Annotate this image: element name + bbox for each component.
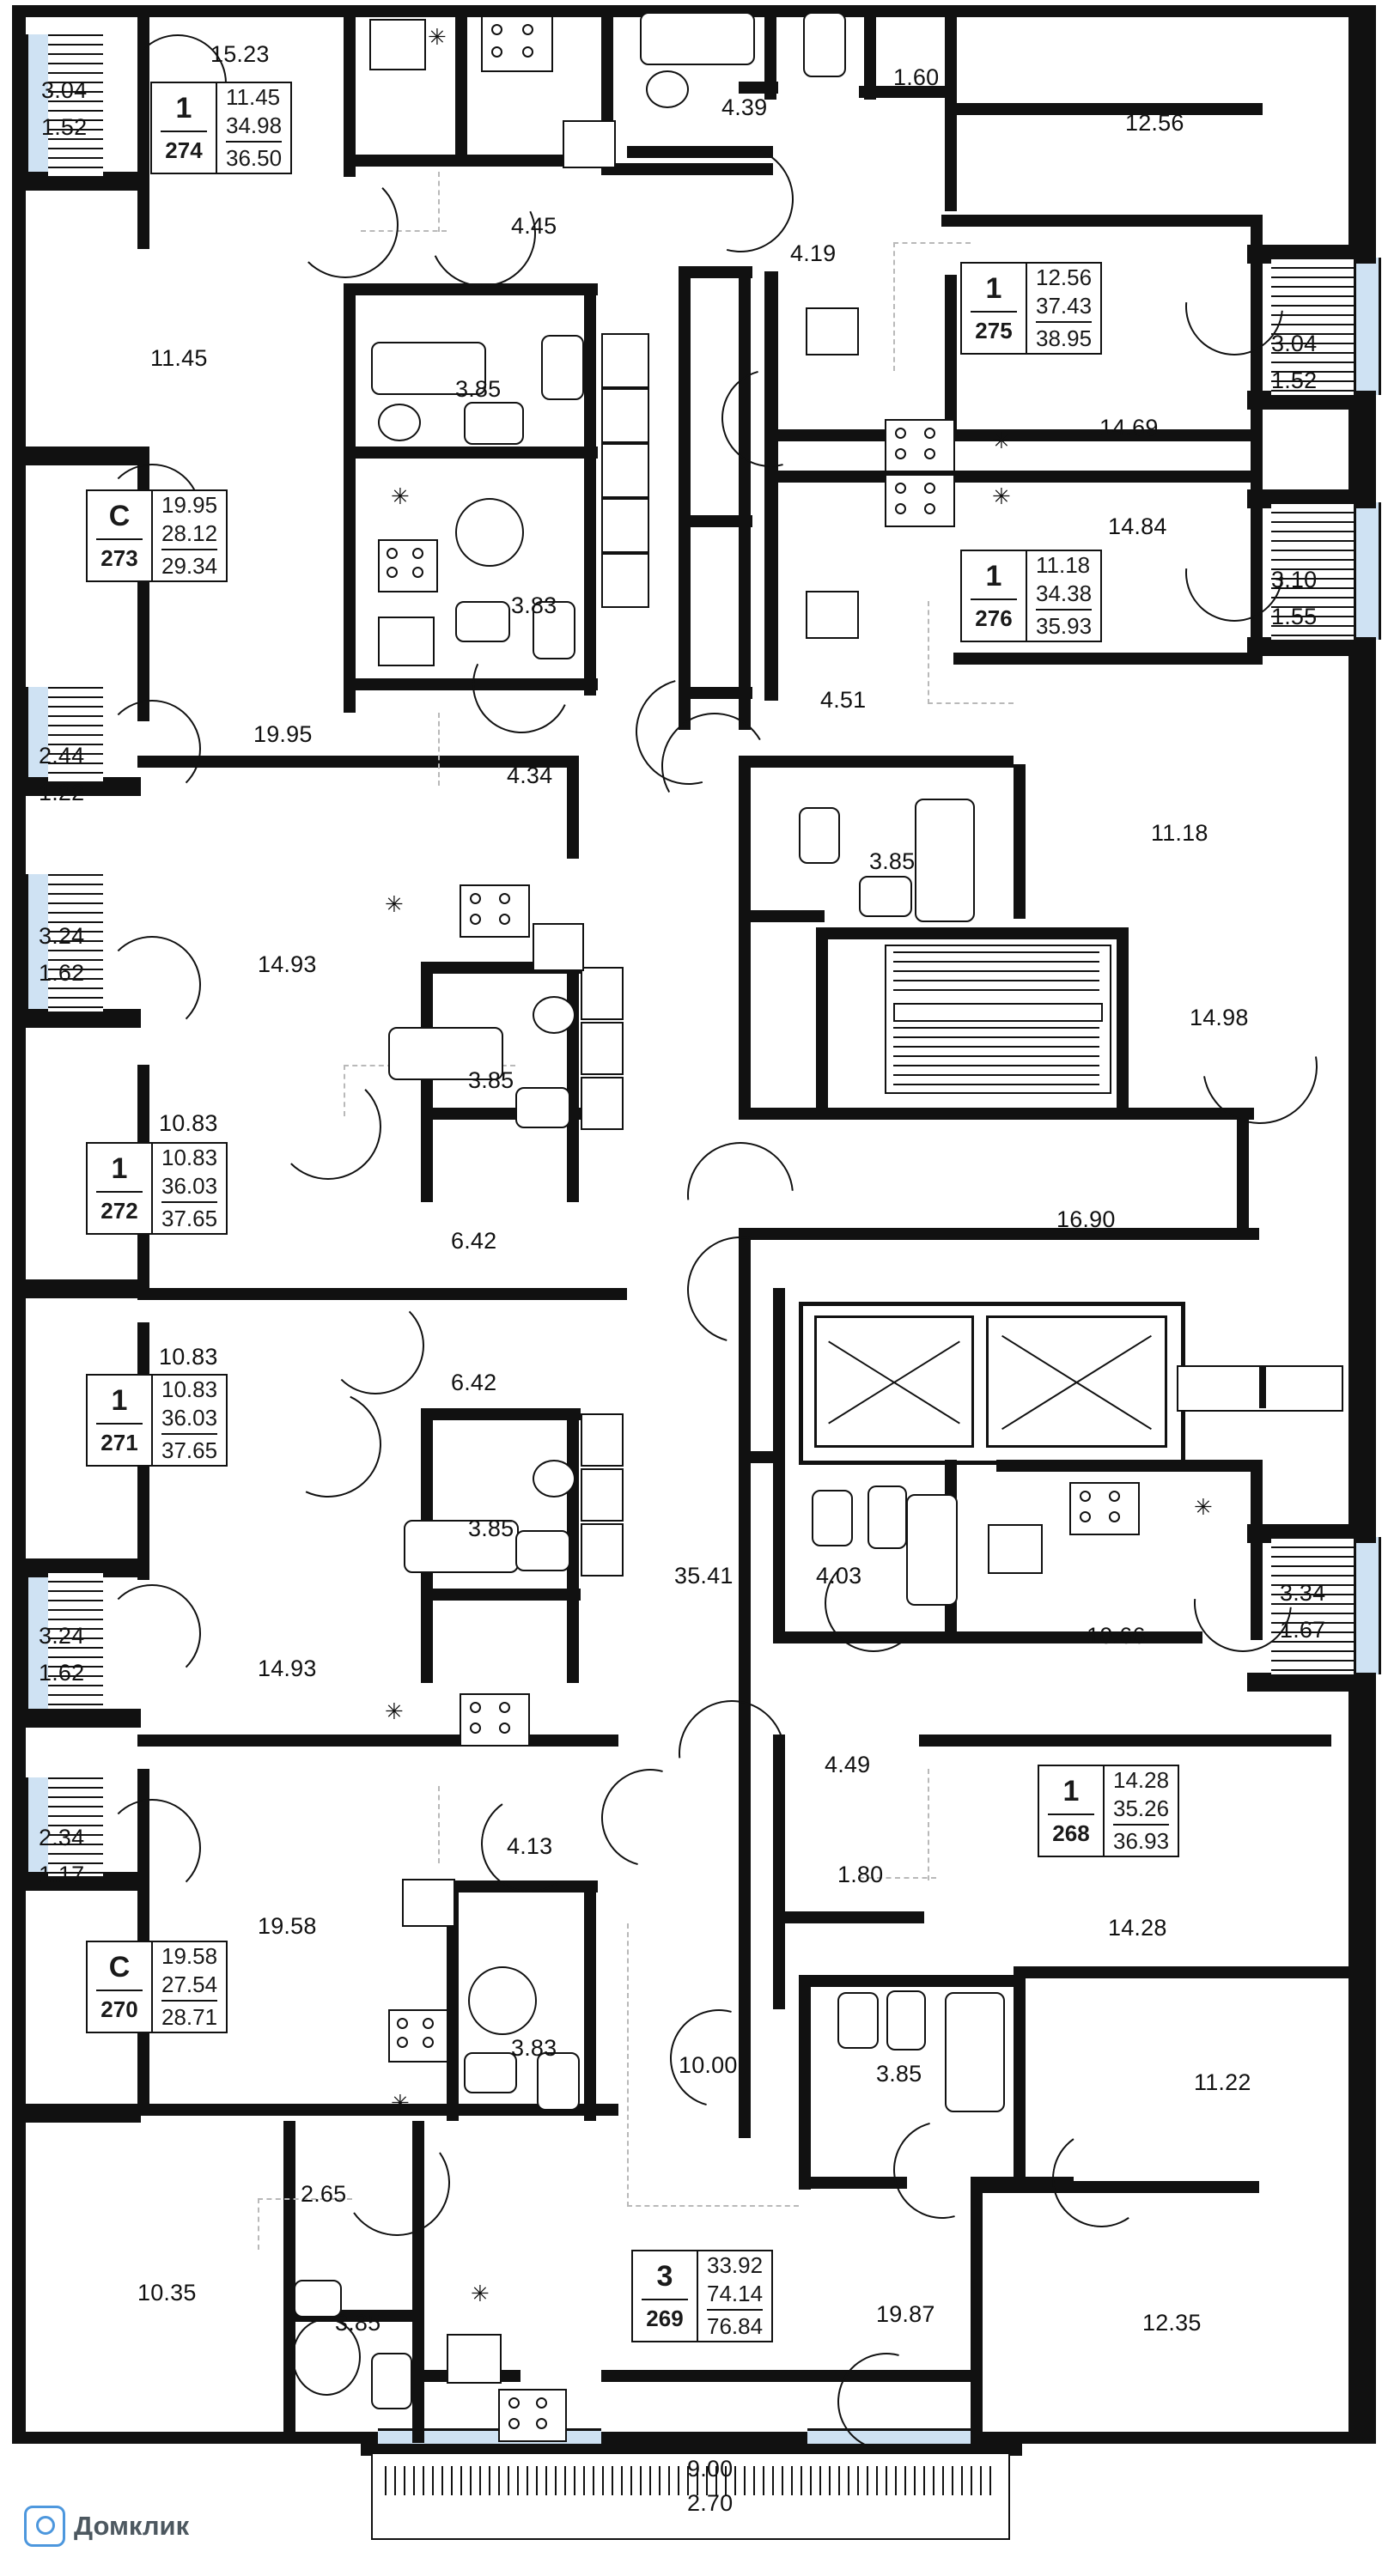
toilet-2 (541, 335, 584, 400)
window-right-3 (1354, 1537, 1381, 1674)
room-area-label: 3.24 (39, 1623, 85, 1649)
room-area-label: 3.85 (468, 1067, 514, 1093)
window-right-1 (1354, 258, 1381, 395)
room-area-label: 4.13 (507, 1833, 553, 1859)
wall-h25 (739, 910, 825, 922)
door-swing-11 (103, 700, 201, 798)
room-area-label: 1.52 (41, 114, 88, 140)
unit-card-275[interactable] (960, 262, 1102, 355)
room-area-label: 3.34 (1280, 1580, 1326, 1606)
room-area-label: 35.41 (674, 1563, 734, 1589)
stove-3 (460, 884, 530, 938)
unit-area-wo: 34.98 (226, 112, 283, 139)
room-area-label: 10.00 (679, 2052, 738, 2078)
wall-v25 (679, 266, 691, 730)
wall-h28 (744, 1228, 1259, 1240)
hall-dash-7 (438, 713, 440, 786)
shower-1 (455, 498, 524, 567)
stove-4 (460, 1693, 530, 1747)
washbasin-4 (533, 1460, 575, 1498)
door-swing-13 (275, 1073, 381, 1180)
unit-card-274[interactable] (150, 82, 292, 174)
elevator-1 (814, 1315, 974, 1448)
wall-v28 (816, 927, 828, 1108)
unit-card-268[interactable] (1038, 1765, 1179, 1857)
wall-h26 (739, 1108, 1254, 1120)
room-area-label: 1.62 (39, 1660, 85, 1686)
bathtub-5 (915, 799, 975, 922)
wall-h9 (137, 756, 567, 768)
unit-area-total: 36.50 (226, 141, 282, 173)
unit-number: 271 (96, 1423, 143, 1454)
room-area-label: 10.66 (1087, 1623, 1146, 1649)
washbasin-2 (378, 404, 421, 441)
wall-v8 (137, 180, 149, 249)
room-area-label: 12.35 (1142, 2310, 1202, 2336)
stove-8 (885, 474, 955, 527)
unit-card-273[interactable] (86, 489, 228, 582)
bathtub-7 (945, 1992, 1005, 2112)
shaft-3 (601, 443, 649, 498)
wall-h15 (426, 1408, 581, 1420)
sink-12 (447, 2334, 502, 2384)
unit-number: 276 (971, 598, 1017, 629)
room-area-label: 3.85 (455, 376, 502, 402)
wall-h31 (764, 471, 1263, 483)
door-swing-12 (103, 936, 201, 1034)
hall-dash-16 (258, 2198, 259, 2250)
wall-v43 (799, 1975, 811, 2190)
room-area-label: 3.10 (1271, 567, 1318, 592)
room-area-label: 3.85 (468, 1516, 514, 1541)
unit-rooms: C (108, 500, 131, 533)
stove-7 (885, 419, 955, 472)
room-area-label: 1.62 (39, 960, 85, 986)
door-swing-16 (103, 1584, 201, 1682)
wall-v29 (1117, 927, 1129, 1108)
unit-living: 11.18 (1036, 552, 1091, 578)
shaft-10 (581, 1468, 624, 1522)
fridge-icon-2: ✳ (391, 483, 410, 509)
unit-card-271[interactable] (86, 1374, 228, 1467)
hall-dash-6 (928, 702, 1014, 704)
room-area-label: 10.35 (137, 2280, 197, 2306)
room-area-label: 2.65 (301, 2181, 347, 2207)
wall-v30 (739, 1228, 751, 2138)
room-area-label: 3.85 (876, 2061, 922, 2087)
shaft-4 (601, 498, 649, 553)
wall-h22 (684, 515, 752, 527)
unit-card-269[interactable] (631, 2250, 773, 2342)
door-swing-27 (1044, 2122, 1158, 2235)
hall-dash-4 (893, 242, 971, 244)
unit-living: 10.83 (161, 1376, 218, 1402)
shaft-7 (581, 1022, 624, 1075)
shaft-5 (601, 553, 649, 608)
sink-10 (464, 2052, 517, 2093)
room-area-label: 1.22 (39, 780, 85, 805)
door-swing-26 (875, 2103, 1009, 2237)
unit-area-wo: 74.14 (707, 2281, 764, 2307)
shaft-9 (581, 1413, 624, 1467)
unit-area-total: 29.34 (161, 549, 217, 580)
wall-v14 (421, 962, 433, 1202)
room-area-label: 10.83 (159, 1110, 218, 1136)
wall-v11 (584, 283, 596, 696)
hall-dash-10 (438, 1786, 440, 1863)
room-area-label: 4.19 (790, 240, 837, 266)
unit-rooms: 1 (111, 1152, 128, 1186)
sink-17 (988, 1524, 1043, 1574)
hall-dash-14 (627, 2205, 799, 2207)
wall-v36 (1014, 764, 1026, 919)
stove-5 (388, 2009, 448, 2063)
sink-8 (515, 1530, 570, 1571)
room-area-label: 19.95 (253, 721, 313, 747)
unit-area-total: 76.84 (707, 2309, 763, 2341)
sink-1 (369, 19, 426, 70)
unit-number: 270 (96, 1990, 143, 2020)
unit-rooms: C (108, 1951, 131, 1984)
wall-h30 (764, 429, 1263, 441)
room-area-label: 3.85 (335, 2310, 381, 2336)
stove-2 (378, 539, 438, 592)
wall-l5 (12, 1279, 141, 1298)
wall-h24 (739, 756, 1014, 768)
room-area-label: 10.83 (159, 1344, 218, 1370)
unit-area-total: 38.95 (1036, 321, 1092, 353)
stove-1 (481, 15, 553, 72)
wall-l7 (12, 1709, 141, 1728)
outer-wall-bottom (12, 2432, 1376, 2444)
wall-v9 (344, 283, 356, 713)
sink-5 (378, 617, 435, 666)
unit-area-wo: 37.43 (1036, 293, 1093, 319)
unit-living: 14.28 (1113, 1767, 1170, 1793)
wall-h7 (349, 447, 598, 459)
room-area-label: 14.28 (1108, 1915, 1167, 1941)
shaft-1 (601, 333, 649, 388)
stove-6 (498, 2389, 567, 2442)
wall-v7 (455, 5, 467, 160)
room-area-label: 11.18 (1151, 820, 1208, 846)
room-area-label: 14.93 (258, 1656, 317, 1681)
fridge-icon-1: ✳ (428, 24, 447, 50)
wall-v37 (1237, 1116, 1249, 1228)
wall-h13 (137, 1735, 618, 1747)
logo-icon (24, 2506, 65, 2547)
wall-h32 (953, 653, 1263, 665)
unit-living: 33.92 (707, 2252, 764, 2278)
unit-living: 10.83 (161, 1145, 218, 1170)
wall-h40 (804, 1975, 1019, 1987)
room-area-label: 1.52 (1271, 368, 1318, 393)
room-area-label: 1.80 (837, 1862, 884, 1887)
shaft-6 (581, 967, 624, 1020)
wall-v31 (773, 1288, 785, 1631)
sink-7 (515, 1087, 570, 1128)
unit-area-total: 37.65 (161, 1433, 217, 1465)
room-area-label: 11.45 (150, 345, 208, 371)
unit-card-276[interactable] (960, 550, 1102, 642)
fridge-icon-3: ✳ (385, 891, 404, 917)
hall-dash-11 (928, 1769, 929, 1880)
wall-h41 (804, 2177, 907, 2189)
wall-h36 (996, 1460, 1254, 1472)
unit-number: 269 (642, 2299, 688, 2330)
room-area-label: 1.67 (1280, 1617, 1326, 1643)
wall-h27 (816, 927, 1125, 939)
room-area-label: 1.55 (1271, 604, 1318, 629)
wall-v33 (945, 275, 957, 429)
wall-v44 (1014, 1975, 1026, 2190)
window-right-2 (1354, 502, 1381, 640)
fridge-icon-5: ✳ (391, 2090, 410, 2116)
room-area-label: 3.83 (511, 592, 557, 618)
unit-area-wo: 28.12 (161, 520, 218, 547)
toilet-1 (803, 12, 846, 77)
unit-area-total: 28.71 (161, 2000, 217, 2032)
sink-18 (886, 1990, 926, 2050)
fridge-icon-4: ✳ (385, 1698, 404, 1724)
unit-rooms: 1 (111, 1384, 128, 1418)
door-swing-14 (326, 1297, 424, 1394)
room-area-label: 14.84 (1108, 513, 1167, 539)
sink-2 (563, 120, 616, 168)
room-area-label: 4.45 (511, 213, 557, 239)
unit-card-270[interactable] (86, 1941, 228, 2033)
wall-h38 (778, 1911, 924, 1923)
sink-15 (859, 876, 912, 917)
sink-13 (806, 307, 859, 355)
wall-r4 (1247, 637, 1376, 656)
hall-dash-3 (893, 242, 895, 371)
unit-area-wo: 27.54 (161, 1971, 218, 1998)
room-area-label: 3.24 (39, 923, 85, 949)
unit-area-wo: 35.26 (1113, 1795, 1170, 1822)
toilet-6 (799, 807, 840, 864)
wall-v2 (344, 5, 356, 177)
door-swing-20 (335, 2121, 459, 2245)
room-area-label: 4.51 (820, 687, 867, 713)
room-area-label: 11.22 (1194, 2069, 1251, 2095)
toilet-7 (812, 1490, 853, 1546)
unit-number: 273 (96, 538, 143, 569)
sink-14 (806, 591, 859, 639)
unit-area-wo: 36.03 (161, 1405, 218, 1431)
sink-4 (455, 601, 510, 642)
unit-number: 274 (161, 131, 207, 161)
wall-h21 (684, 266, 752, 278)
room-area-label: 4.34 (507, 762, 553, 788)
balcony-rail-1 (48, 34, 103, 176)
unit-area-total: 37.65 (161, 1201, 217, 1233)
stair-treads-a (893, 951, 1099, 991)
room-area-label: 14.69 (1099, 415, 1159, 440)
washbasin-3 (533, 996, 575, 1034)
room-area-label: 4.39 (721, 94, 768, 120)
wall-h37 (919, 1735, 1331, 1747)
room-area-label: 4.03 (816, 1563, 862, 1589)
wall-h34 (953, 103, 1263, 115)
room-area-label: 6.42 (451, 1370, 497, 1395)
wall-v13 (567, 756, 579, 859)
room-area-label: 16.90 (1056, 1206, 1116, 1232)
unit-number: 268 (1048, 1814, 1094, 1844)
stair-landing (893, 1003, 1103, 1022)
toilet-5 (371, 2353, 412, 2409)
wall-v32 (1259, 1365, 1266, 1408)
unit-rooms: 1 (985, 560, 1002, 593)
unit-card-272[interactable] (86, 1142, 228, 1235)
unit-number: 272 (96, 1191, 143, 1222)
fridge-icon-7: ✳ (992, 428, 1011, 453)
wall-l9 (12, 2104, 141, 2123)
shower-2 (468, 1966, 537, 2035)
room-area-label: 12.56 (1125, 110, 1184, 136)
watermark-text: Домклик (74, 2511, 190, 2541)
fridge-icon-6: ✳ (471, 2281, 490, 2306)
outer-wall-left (12, 5, 26, 2444)
unit-living: 11.45 (226, 84, 281, 110)
unit-number: 275 (971, 311, 1017, 342)
unit-area-total: 36.93 (1113, 1824, 1169, 1856)
room-area-label: 6.42 (451, 1228, 497, 1254)
unit-rooms: 1 (985, 272, 1002, 306)
room-area-label: 14.98 (1190, 1005, 1249, 1030)
room-area-label: 3.04 (1271, 331, 1318, 356)
wall-v15 (567, 962, 579, 1202)
room-area-label: 1.17 (39, 1862, 85, 1887)
room-area-label: 19.58 (258, 1913, 317, 1939)
wall-h16 (426, 1589, 581, 1601)
room-area-label: 9.00 (687, 2456, 734, 2482)
washbasin-1 (646, 70, 689, 108)
toilet-8 (837, 1992, 879, 2049)
stair-treads-b (893, 1027, 1099, 1085)
unit-living: 12.56 (1036, 264, 1093, 290)
sink-16 (868, 1485, 907, 1549)
shaft-11 (581, 1523, 624, 1577)
door-swing-17 (103, 1799, 201, 1897)
room-area-label: 2.44 (39, 743, 85, 769)
unit-area-wo: 34.38 (1036, 580, 1093, 607)
room-area-label: 1.60 (893, 64, 940, 90)
shaft-8 (581, 1077, 624, 1130)
stove-9 (1069, 1482, 1140, 1535)
elevator-2 (986, 1315, 1167, 1448)
wall-l2 (12, 447, 141, 465)
unit-area-total: 35.93 (1036, 609, 1092, 641)
fridge-icon-8: ✳ (992, 483, 1011, 509)
door-swing-2 (292, 172, 399, 278)
wall-v26 (739, 266, 751, 730)
fridge-icon-9: ✳ (1194, 1494, 1213, 1520)
bathtub-1 (640, 12, 755, 65)
wall-v23 (283, 2121, 295, 2443)
sink-3 (464, 402, 524, 445)
watermark (24, 2506, 189, 2547)
shaft-2 (601, 388, 649, 443)
wall-h39 (1022, 1966, 1348, 1978)
wall-r6 (1247, 1673, 1376, 1692)
hall-dash-5 (928, 601, 929, 704)
door-swing-30 (703, 351, 837, 485)
wall-h4 (739, 82, 778, 94)
room-area-label: 3.83 (511, 2035, 557, 2061)
room-area-label: 2.70 (687, 2490, 734, 2516)
unit-rooms: 1 (175, 92, 192, 125)
wall-h33 (941, 215, 1263, 227)
room-area-label: 19.87 (876, 2301, 935, 2327)
room-area-label: 15.23 (210, 41, 270, 67)
sink-6 (533, 923, 584, 971)
room-area-label: 3.85 (869, 848, 916, 874)
wall-v45 (971, 2181, 983, 2439)
hall-dash-13 (627, 1923, 629, 2207)
wall-v34 (764, 271, 778, 701)
unit-rooms: 3 (656, 2260, 673, 2293)
room-area-label: 3.04 (41, 77, 88, 103)
door-swing-15 (260, 1376, 397, 1513)
unit-living: 19.58 (161, 1943, 218, 1969)
unit-area-wo: 36.03 (161, 1173, 218, 1200)
room-area-label: 4.49 (825, 1752, 871, 1777)
room-area-label: 14.93 (258, 951, 317, 977)
room-area-label: 2.34 (39, 1825, 85, 1850)
unit-rooms: 1 (1062, 1775, 1080, 1808)
wall-v22 (584, 1880, 596, 2121)
unit-living: 19.95 (161, 492, 218, 518)
sink-9 (402, 1879, 455, 1927)
